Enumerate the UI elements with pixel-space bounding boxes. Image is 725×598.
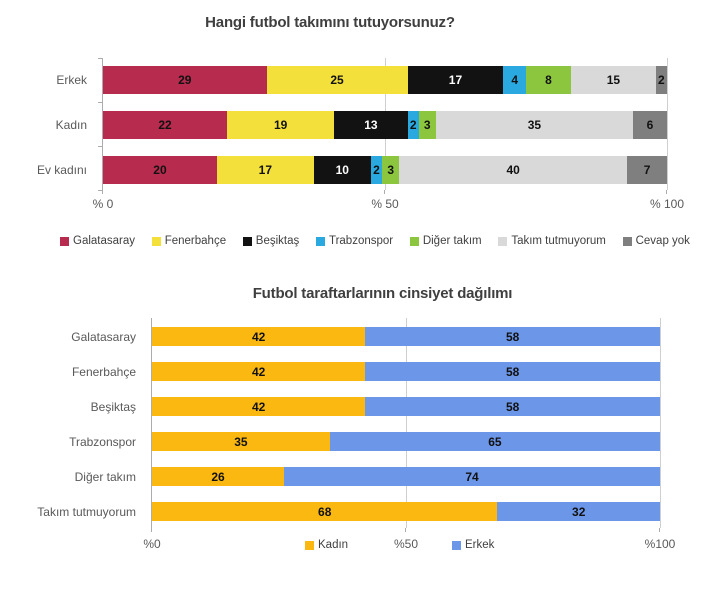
value-label: 74 (465, 469, 479, 484)
category-label: Trabzonspor (69, 434, 136, 449)
value-label: 25 (330, 73, 344, 87)
bar-segment-fenerbahçe (227, 111, 334, 139)
legend-label: Erkek (465, 539, 495, 551)
legend-item-takım-tutmuyorum (498, 235, 606, 247)
legend-label: Cevap yok (635, 235, 690, 247)
bar-segment-erkek (365, 362, 660, 381)
legend-item-cevap-yok (623, 235, 690, 247)
category-label: Erkek (56, 73, 87, 87)
bar-row (103, 66, 667, 94)
x-axis-tick (659, 528, 660, 532)
legend-label: Diğer takım (422, 235, 482, 247)
bar-segment-beşiktaş (314, 156, 371, 184)
bar-segment-galatasaray (103, 156, 217, 184)
bar-segment-takım-tutmuyorum (571, 66, 656, 94)
value-label: 58 (505, 329, 520, 344)
bar-row (103, 111, 667, 139)
legend-label: Kadın (318, 539, 349, 551)
bar-segment-cevap-yok (656, 66, 667, 94)
chart2-category-labels (0, 318, 144, 528)
legend-item-diğer-takım (410, 235, 482, 247)
value-label: 42 (252, 399, 266, 414)
value-label: 42 (252, 364, 266, 379)
value-label: 20 (153, 163, 167, 177)
chart2-title: Futbol taraftarlarının cinsiyet dağılımı (252, 285, 513, 302)
value-label: 29 (178, 73, 192, 87)
value-label: 58 (505, 399, 520, 414)
chart1-plot (103, 58, 667, 190)
bar-segment-takım-tutmuyorum (436, 111, 633, 139)
bar-row (152, 432, 660, 451)
value-label: 35 (234, 434, 248, 449)
bar-segment-diğer-takım (526, 66, 571, 94)
x-axis-tick (405, 528, 406, 532)
legend-swatch (623, 237, 632, 246)
value-label: 68 (318, 504, 332, 519)
bar-segment-erkek (365, 327, 660, 346)
x-tick-label: %0 (143, 537, 161, 551)
chart2-plot (152, 318, 660, 528)
value-label: 17 (258, 163, 273, 177)
legend-label: Fenerbahçe (164, 235, 227, 247)
legend-label: Takım tutmuyorum (511, 235, 606, 247)
y-axis-tick (98, 146, 103, 147)
bar-segment-trabzonspor (503, 66, 526, 94)
bar-segment-kadın (152, 397, 365, 416)
value-label: 3 (387, 163, 395, 177)
x-axis-tick (151, 528, 152, 532)
legend-swatch (452, 541, 461, 550)
value-label: 6 (646, 118, 654, 132)
bar-row (152, 327, 660, 346)
bar-segment-cevap-yok (627, 156, 667, 184)
value-label: 19 (273, 118, 288, 132)
bar-segment-diğer-takım (419, 111, 436, 139)
x-axis-tick (102, 190, 103, 194)
category-label: Ev kadını (36, 163, 87, 177)
legend-item-trabzonspor (316, 235, 393, 247)
value-label: 65 (488, 434, 502, 449)
chart2-legend (0, 539, 725, 555)
bar-segment-galatasaray (103, 66, 267, 94)
bar-segment-fenerbahçe (267, 66, 408, 94)
x-axis-tick (666, 190, 667, 194)
legend-item-kadın (305, 539, 348, 551)
x-tick-label: % 0 (92, 197, 114, 211)
bar-segment-erkek (284, 467, 660, 486)
value-label: 17 (448, 73, 463, 87)
value-label: 22 (158, 118, 172, 132)
legend-item-galatasaray (60, 235, 135, 247)
category-label: Beşiktaş (90, 399, 136, 414)
bar-segment-kadın (152, 432, 330, 451)
bar-segment-cevap-yok (633, 111, 667, 139)
bar-row (103, 156, 667, 184)
legend-swatch (152, 237, 161, 246)
value-label: 42 (252, 329, 266, 344)
value-label: 8 (545, 73, 552, 87)
bar-row (152, 362, 660, 381)
gridline (660, 318, 661, 528)
legend-label: Galatasaray (73, 235, 136, 247)
bar-segment-kadın (152, 327, 365, 346)
chart1-legend (60, 233, 690, 249)
x-tick-label: % 50 (371, 197, 399, 211)
value-label: 2 (657, 73, 665, 87)
category-label: Fenerbahçe (71, 364, 136, 379)
legend-item-beşiktaş (243, 235, 299, 247)
x-tick-label: %50 (393, 537, 419, 551)
chart1-title: Hangi futbol takımını tutuyorsunuz? (205, 14, 455, 31)
bar-row (152, 397, 660, 416)
legend-swatch (243, 237, 252, 246)
bar-segment-trabzonspor (371, 156, 382, 184)
legend-item-erkek (452, 539, 494, 551)
value-label: 4 (511, 73, 519, 87)
y-axis-line (151, 318, 152, 528)
bar-segment-trabzonspor (408, 111, 419, 139)
legend-item-fenerbahçe (152, 235, 226, 247)
value-label: 40 (506, 163, 520, 177)
bar-row (152, 467, 660, 486)
bar-segment-takım-tutmuyorum (399, 156, 627, 184)
legend-swatch (498, 237, 507, 246)
chart1-category-labels (0, 58, 95, 190)
value-label: 13 (364, 118, 378, 132)
value-label: 32 (572, 504, 586, 519)
bar-segment-kadın (152, 502, 497, 521)
category-label: Kadın (55, 118, 87, 132)
bar-segment-fenerbahçe (217, 156, 314, 184)
value-label: 15 (606, 73, 621, 87)
x-tick-label: %100 (644, 537, 676, 551)
value-label: 3 (423, 118, 431, 132)
bar-segment-kadın (152, 362, 365, 381)
value-label: 2 (373, 163, 380, 177)
value-label: 35 (527, 118, 542, 132)
bar-segment-beşiktaş (408, 66, 504, 94)
gridline (667, 58, 668, 190)
bar-segment-kadın (152, 467, 284, 486)
y-axis-tick (98, 58, 103, 59)
bar-row (152, 502, 660, 521)
chart1-x-axis (92, 197, 685, 213)
value-label: 2 (409, 118, 417, 132)
legend-swatch (316, 237, 325, 246)
gridline (406, 318, 407, 528)
category-label: Diğer takım (74, 469, 136, 484)
legend-swatch (60, 237, 69, 246)
bar-segment-beşiktaş (334, 111, 407, 139)
value-label: 26 (211, 469, 225, 484)
value-label: 7 (643, 163, 651, 177)
bar-segment-erkek (497, 502, 660, 521)
category-label: Galatasaray (71, 329, 136, 344)
bar-segment-erkek (365, 397, 660, 416)
legend-swatch (410, 237, 419, 246)
legend-swatch (305, 541, 314, 550)
value-label: 10 (335, 163, 349, 177)
bar-segment-diğer-takım (382, 156, 399, 184)
legend-label: Trabzonspor (328, 235, 394, 247)
value-label: 58 (505, 364, 520, 379)
legend-label: Beşiktaş (255, 235, 300, 247)
category-label: Takım tutmuyorum (37, 504, 136, 519)
x-tick-label: % 100 (649, 197, 685, 211)
y-axis-tick (98, 102, 103, 103)
bar-segment-galatasaray (103, 111, 227, 139)
bar-segment-erkek (330, 432, 660, 451)
x-axis-tick (384, 190, 385, 194)
